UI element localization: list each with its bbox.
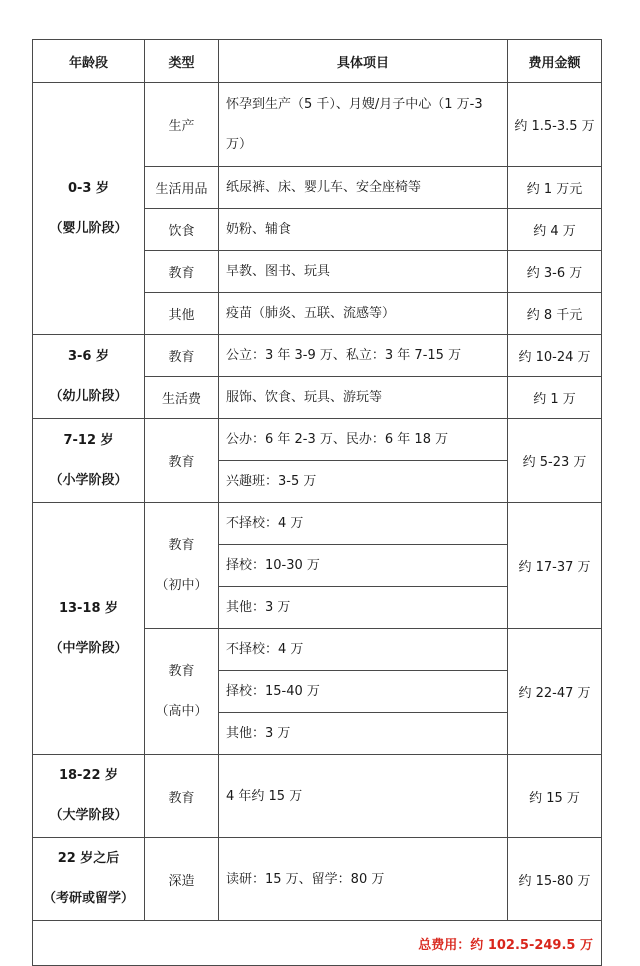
- cost-cell: 约 15 万: [508, 755, 602, 838]
- type-cell: 教育: [145, 335, 219, 377]
- table-row: [33, 503, 602, 545]
- cost-cell: 约 4 万: [508, 209, 602, 251]
- item-cell: 怀孕到生产（5 千）、月嫂/月子中心（1 万-3 万）: [219, 83, 508, 167]
- item-cell: 服饰、饮食、玩具、游玩等: [219, 377, 508, 419]
- cost-cell: 约 17-37 万: [508, 503, 602, 629]
- stage-age-text: 22 岁之后: [57, 851, 120, 866]
- item-cell: 早教、图书、玩具: [219, 251, 508, 293]
- stage-age-text: 18-22 岁: [58, 768, 119, 783]
- item-cell: 择校：10-30 万: [219, 545, 508, 587]
- item-cell: 疫苗（肺炎、五联、流感等）: [219, 293, 508, 335]
- stage-label-text: （幼儿阶段）: [49, 388, 128, 404]
- stage-label-text: （小学阶段）: [49, 472, 128, 488]
- table-row: [33, 755, 602, 838]
- stage-postgrad-age: [33, 838, 145, 921]
- type-cell: 生活费: [145, 377, 219, 419]
- cost-cell: 约 1 万元: [508, 167, 602, 209]
- cost-cell: 约 8 千元: [508, 293, 602, 335]
- stage-university-age: [33, 755, 145, 838]
- cost-cell: 约 1.5-3.5 万: [508, 83, 602, 167]
- cost-cell: 约 1 万: [508, 377, 602, 419]
- type-sub-text: （初中）: [155, 577, 208, 593]
- stage-primary-age: [33, 419, 145, 503]
- item-cell: 其他：3 万: [219, 713, 508, 755]
- item-cell: 纸尿裤、床、婴儿车、安全座椅等: [219, 167, 508, 209]
- table-row: [33, 83, 602, 167]
- item-cell: 读研：15 万、留学：80 万: [219, 838, 508, 921]
- item-cell: 公办：6 年 2-3 万、民办：6 年 18 万: [219, 419, 508, 461]
- stage-label-text: （大学阶段）: [49, 808, 128, 823]
- type-cell: 生活用品: [145, 167, 219, 209]
- header-age: 年龄段: [33, 40, 145, 83]
- cost-cell: 约 5-23 万: [508, 419, 602, 503]
- item-cell: 奶粉、辅食: [219, 209, 508, 251]
- cost-cell: 约 3-6 万: [508, 251, 602, 293]
- stage-age-text: 7-12 岁: [63, 432, 114, 448]
- stage-age-text: 13-18 岁: [58, 600, 119, 616]
- stage-age-text: 3-6 岁: [67, 348, 109, 364]
- type-cell: 教育: [145, 251, 219, 293]
- item-cell: 不择校：4 万: [219, 503, 508, 545]
- type-sub-text: （高中）: [155, 703, 208, 719]
- header-type: 类型: [145, 40, 219, 83]
- type-cell-junior: [145, 503, 219, 629]
- item-cell: 其他：3 万: [219, 587, 508, 629]
- stage-label-text: （婴儿阶段）: [49, 220, 128, 236]
- cost-table: [32, 39, 602, 966]
- type-cell: 教育: [145, 419, 219, 503]
- item-cell: 兴趣班：3-5 万: [219, 461, 508, 503]
- total-cost: 总费用：约 102.5-249.5 万: [33, 921, 602, 966]
- stage-age-text: 0-3 岁: [67, 180, 109, 196]
- header-row: [33, 40, 602, 83]
- item-cell: 择校：15-40 万: [219, 671, 508, 713]
- stage-kindergarten-age: [33, 335, 145, 419]
- header-cost: 费用金额: [508, 40, 602, 83]
- type-cell: 饮食: [145, 209, 219, 251]
- table-row: [33, 335, 602, 377]
- type-cell: 教育: [145, 755, 219, 838]
- cost-cell: 约 22-47 万: [508, 629, 602, 755]
- item-cell: 不择校：4 万: [219, 629, 508, 671]
- item-cell: 4 年约 15 万: [219, 755, 508, 838]
- cost-cell: 约 10-24 万: [508, 335, 602, 377]
- type-text: 教育: [168, 537, 195, 553]
- type-text: 教育: [168, 663, 195, 679]
- table-row: [33, 419, 602, 461]
- stage-label-text: （考研或留学）: [42, 891, 134, 906]
- header-items: 具体项目: [219, 40, 508, 83]
- type-cell: 其他: [145, 293, 219, 335]
- stage-infant-age: [33, 83, 145, 335]
- type-cell-senior: [145, 629, 219, 755]
- stage-secondary-age: [33, 503, 145, 755]
- type-cell: 生产: [145, 83, 219, 167]
- table-row: [33, 838, 602, 921]
- item-cell: 公立：3 年 3-9 万、私立：3 年 7-15 万: [219, 335, 508, 377]
- cost-cell: 约 15-80 万: [508, 838, 602, 921]
- stage-label-text: （中学阶段）: [49, 640, 128, 656]
- type-cell: 深造: [145, 838, 219, 921]
